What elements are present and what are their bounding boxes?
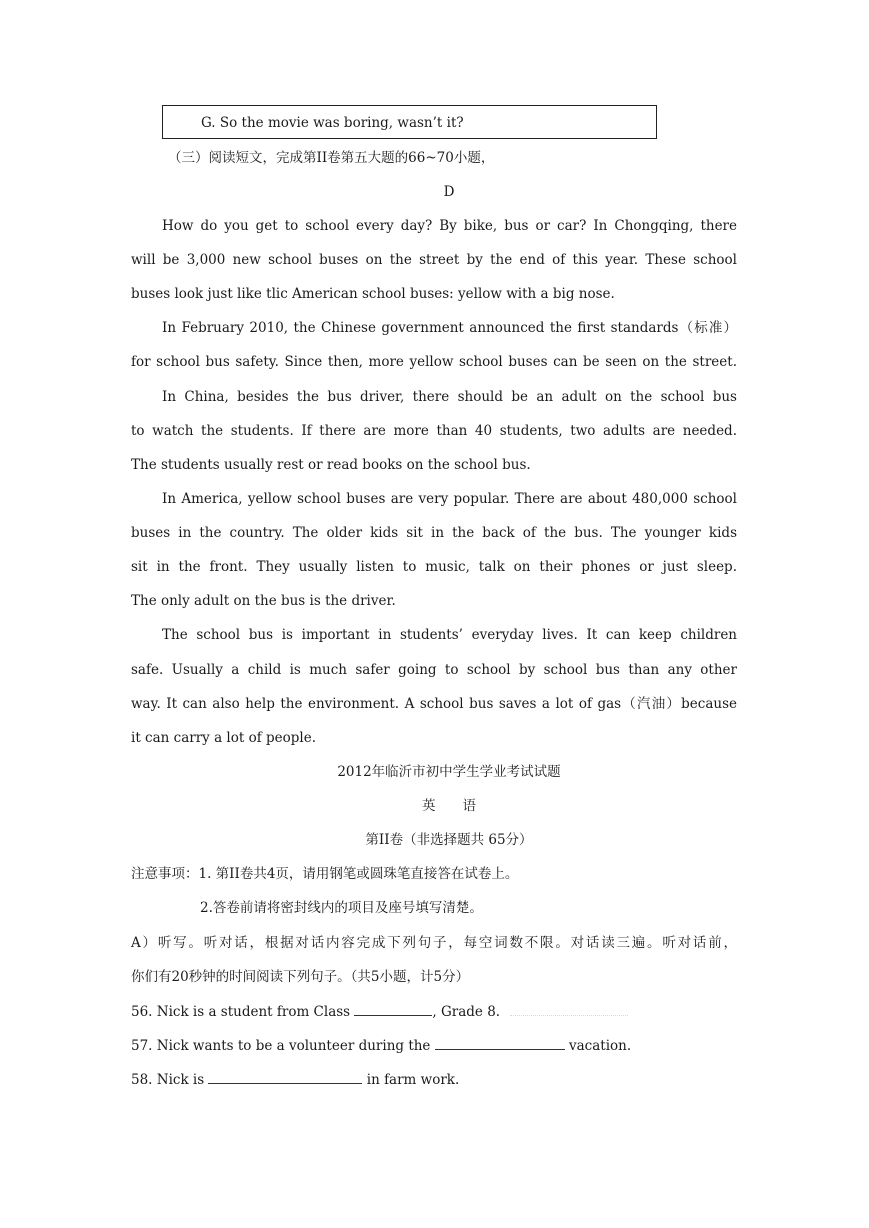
volume-title: 第II卷（非选择题共 65分）	[365, 832, 533, 848]
question-57-after: vacation.	[564, 1038, 632, 1054]
option-g: G. So the movie was boring, wasn’t it?	[201, 115, 464, 131]
answer-blank-57[interactable]	[435, 1035, 565, 1050]
passage-line: buses look just like tlic American school buses: yellow with a big nose.	[131, 286, 615, 302]
section-intro: （三）阅读短文，完成第II卷第五大题的66~70小题，	[168, 150, 495, 166]
question-56-before: 56. Nick is a student from Class	[131, 1004, 355, 1020]
exam-title: 2012年临沂市初中学生学业考试试题	[337, 764, 561, 780]
passage-line: it can carry a lot of people.	[131, 730, 316, 746]
passage-line: will be 3,000 new school buses on the street by the end of this year. These school	[131, 252, 737, 268]
notes-line-2: 2.答卷前请将密封线内的项目及座号填写清楚。	[200, 900, 483, 916]
question-57	[131, 1035, 737, 1056]
passage-line: The only adult on the bus is the driver.	[131, 593, 396, 609]
answer-blank-56[interactable]	[354, 1001, 432, 1016]
question-56	[131, 1001, 737, 1022]
passage-letter: D	[443, 184, 455, 200]
passage-line: for school bus safety. Since then, more yellow school buses can be seen on the street.	[131, 354, 737, 370]
passage-line: The school bus is important in students’ everyday lives. It can keep children	[162, 627, 737, 643]
passage-line: sit in the front. They usually listen to music, talk on their phones or just sleep.	[131, 559, 737, 575]
section-a-line-2: 你们有20秒钟的时间阅读下列句子。（共5小题，计5分）	[131, 969, 470, 985]
notes-line-1: 注意事项：1. 第II卷共4页，请用钢笔或圆珠笔直接答在试卷上。	[131, 866, 519, 882]
question-56-after: , Grade 8.	[432, 1004, 501, 1020]
passage-line: In February 2010, the Chinese government announced the first standards（标准）	[162, 320, 737, 336]
passage-line: safe. Usually a child is much safer going to school by school bus than any other	[131, 662, 737, 678]
passage-line: How do you get to school every day? By bike, bus or car? In Chongqing, there	[162, 218, 737, 234]
passage-line: way. It can also help the environment. A school bus saves a lot of gas（汽油）because	[131, 696, 737, 712]
answer-blank-58[interactable]	[208, 1069, 362, 1084]
subject-title: 英 语	[422, 798, 476, 814]
question-58	[131, 1069, 737, 1090]
faint-underline	[510, 1001, 628, 1016]
section-a-line-1: A）听写。听对话，根据对话内容完成下列句子，每空词数不限。对话读三遍。听对话前，	[131, 935, 737, 951]
question-58-after: in farm work.	[362, 1072, 460, 1088]
passage-line: buses in the country. The older kids sit in the back of the bus. The younger kids	[131, 525, 737, 541]
option-box	[162, 105, 657, 139]
passage-line: In China, besides the bus driver, there should be an adult on the school bus	[162, 389, 737, 405]
question-57-before: 57. Nick wants to be a volunteer during the	[131, 1038, 435, 1054]
passage-line: to watch the students. If there are more than 40 students, two adults are needed.	[131, 423, 737, 439]
passage-line: The students usually rest or read books on the school bus.	[131, 457, 531, 473]
question-58-before: 58. Nick is	[131, 1072, 209, 1088]
passage-line: In America, yellow school buses are very popular. There are about 480,000 school	[162, 491, 737, 507]
